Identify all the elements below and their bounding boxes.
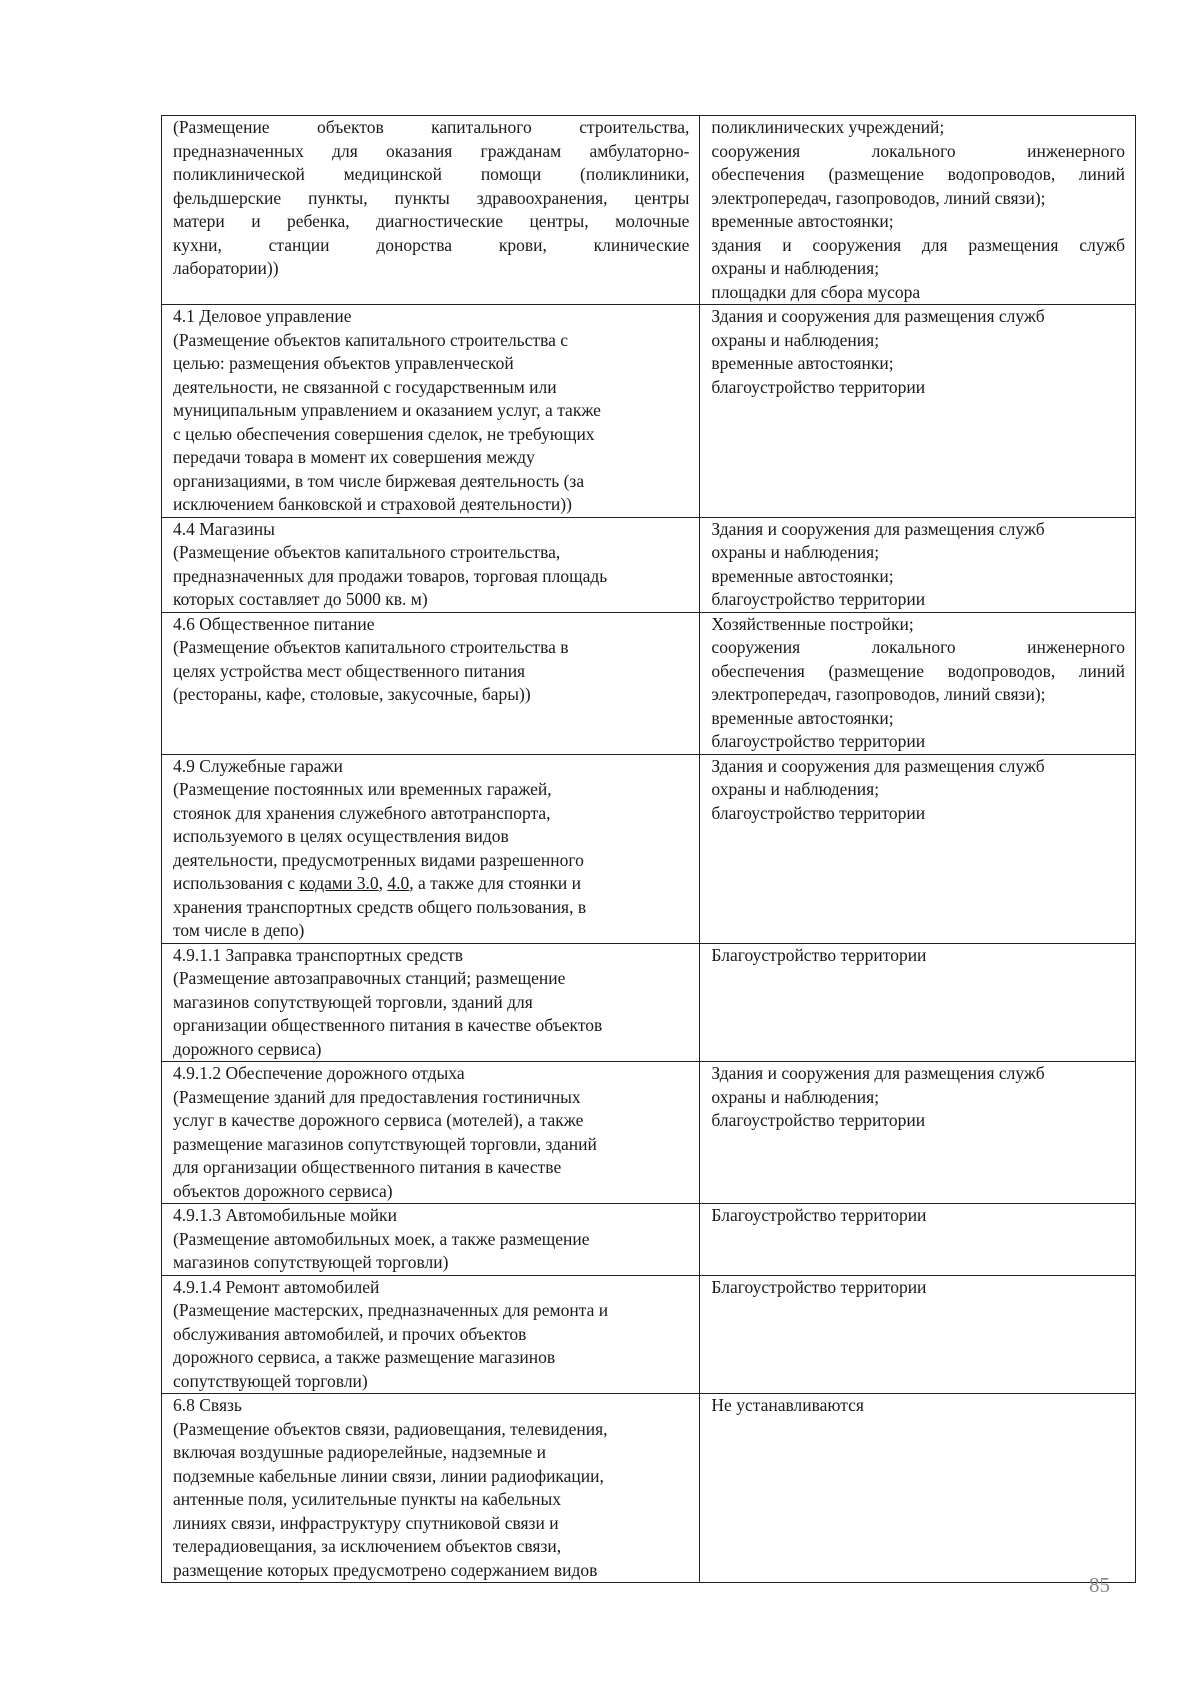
- text-line: организации общественного питания в качестве объектов: [173, 1015, 603, 1035]
- auxiliary-use-cell: [700, 116, 1136, 305]
- text-line: кухни, станции донорства крови, клинические: [173, 234, 690, 255]
- text-line: целью: размещения объектов управленческой: [173, 353, 514, 373]
- text-line: благоустройство территории: [711, 1110, 926, 1130]
- text-line: обслуживания автомобилей, и прочих объектов: [173, 1323, 527, 1344]
- text-line: (Размещение объектов капитального строительства с: [173, 329, 569, 350]
- text-line: магазинов сопутствующей торговли, зданий для: [173, 991, 533, 1012]
- text-line: благоустройство территории: [711, 589, 926, 609]
- text-line: охраны и наблюдения;: [711, 1086, 880, 1107]
- text-line: Здания и сооружения для размещения служб: [711, 755, 1045, 776]
- text-line: (Размещение объектов связи, радиовещания, телевидения,: [173, 1418, 608, 1439]
- text-line: дорожного сервиса, а также размещение магазинов: [173, 1347, 556, 1367]
- text-line: предназначенных для оказания гражданам амбулаторно-: [173, 140, 690, 161]
- text-line: охраны и наблюдения;: [711, 258, 880, 278]
- table-row: [162, 943, 1136, 1062]
- text-line: включая воздушные радиорелейные, надземные и: [173, 1442, 546, 1462]
- text-line: стоянок для хранения служебного автотранспорта,: [173, 802, 551, 823]
- land-use-description-cell: [162, 1062, 700, 1204]
- text-line: (Размещение зданий для предоставления гостиничных: [173, 1086, 581, 1107]
- table-row: [162, 305, 1136, 518]
- table-row: [162, 754, 1136, 943]
- text-line: Здания и сооружения для размещения служб: [711, 306, 1045, 326]
- text-line: целях устройства мест общественного питания: [173, 660, 526, 681]
- table-row: [162, 1062, 1136, 1204]
- text-line: 4.9.1.2 Обеспечение дорожного отдыха: [173, 1063, 465, 1083]
- text-line: охраны и наблюдения;: [711, 542, 880, 562]
- text-line: дорожного сервиса): [173, 1038, 322, 1059]
- text-line: временные автостоянки;: [711, 707, 894, 728]
- table-row: [162, 1394, 1136, 1583]
- text-line: поликлинической медицинской помощи (поликлиники,: [173, 164, 690, 184]
- text-line: деятельности, предусмотренных видами разрешенного: [173, 849, 584, 870]
- text-line: Хозяйственные постройки;: [711, 613, 914, 634]
- text-line: охраны и наблюдения;: [711, 779, 880, 799]
- text-line: временные автостоянки;: [711, 211, 894, 231]
- text-line: муниципальным управлением и оказанием услуг, а также: [173, 400, 601, 420]
- text-line: 4.9.1.3 Автомобильные мойки: [173, 1205, 397, 1225]
- text-line: линиях связи, инфраструктуру спутниковой связи и: [173, 1512, 559, 1533]
- text-line: подземные кабельные линии связи, линии радиофикации,: [173, 1465, 604, 1486]
- text-line: 4.4 Магазины: [173, 518, 275, 539]
- text-line: благоустройство территории: [711, 802, 926, 823]
- text-line: (Размещение автозаправочных станций; размещение: [173, 968, 566, 988]
- text-line: услуг в качестве дорожного сервиса (мотелей), а также: [173, 1110, 584, 1130]
- text-line: электропередач, газопроводов, линий связи);: [711, 684, 1046, 704]
- land-use-description-cell: [162, 1275, 700, 1394]
- auxiliary-use-cell: [700, 517, 1136, 612]
- text-line: предназначенных для продажи товаров, торговая площадь: [173, 565, 608, 586]
- auxiliary-use-cell: [700, 1394, 1136, 1583]
- text-line: 4.1 Деловое управление: [173, 306, 352, 326]
- code-link[interactable]: 4.0: [387, 873, 410, 893]
- text-line: благоустройство территории: [711, 376, 926, 397]
- land-use-description-cell: [162, 612, 700, 754]
- text-line: 4.9.1.1 Заправка транспортных средств: [173, 944, 464, 965]
- text-line: фельдшерские пункты, пункты здравоохранения, центры: [173, 187, 690, 208]
- page-number: 85: [1089, 1573, 1110, 1597]
- text-line: Здания и сооружения для размещения служб: [711, 1063, 1045, 1083]
- text-line: Благоустройство территории: [711, 1276, 927, 1297]
- text-line: электропередач, газопроводов, линий связи);: [711, 187, 1046, 208]
- text-line: 4.6 Общественное питание: [173, 613, 375, 634]
- table-row: [162, 1204, 1136, 1276]
- text-line: благоустройство территории: [711, 731, 926, 751]
- text-line: площадки для сбора мусора: [711, 281, 921, 302]
- text-line: размещение которых предусмотрено содержанием видов: [173, 1559, 598, 1580]
- text-line: исключением банковской и страховой деятельности)): [173, 494, 572, 514]
- text-line: телерадиовещания, за исключением объектов связи,: [173, 1536, 562, 1556]
- text-line: (Размещение объектов капитального строительства,: [173, 117, 690, 137]
- text-line: использования с кодами 3.0, 4.0, а также для стоянки и: [173, 873, 581, 893]
- text-line: Благоустройство территории: [711, 1205, 927, 1225]
- text-line: деятельности, не связанной с государственным или: [173, 376, 557, 397]
- text-line: Не устанавливаются: [711, 1395, 864, 1415]
- text-line: обеспечения (размещение водопроводов, линий: [711, 660, 1125, 681]
- text-line: том числе в депо): [173, 920, 305, 940]
- auxiliary-use-cell: [700, 943, 1136, 1062]
- text-line: временные автостоянки;: [711, 565, 894, 586]
- text-line: матери и ребенка, диагностические центры, молочные: [173, 211, 690, 231]
- text-line: здания и сооружения для размещения служб: [711, 234, 1125, 255]
- land-use-description-cell: [162, 943, 700, 1062]
- text-line: сооружения локального инженерного: [711, 637, 1125, 657]
- text-line: (рестораны, кафе, столовые, закусочные, бары)): [173, 684, 531, 704]
- text-line: используемого в целях осуществления видов: [173, 826, 509, 846]
- text-line: размещение магазинов сопутствующей торговли, зданий: [173, 1133, 597, 1154]
- table-body: [162, 116, 1136, 1583]
- text-line: обеспечения (размещение водопроводов, линий: [711, 164, 1125, 184]
- land-use-description-cell: [162, 517, 700, 612]
- auxiliary-use-cell: [700, 1275, 1136, 1394]
- text-line: (Размещение объектов капитального строительства,: [173, 542, 561, 562]
- text-line: хранения транспортных средств общего пользования, в: [173, 896, 587, 917]
- code-link[interactable]: кодами 3.0: [299, 873, 379, 893]
- text-line: для организации общественного питания в качестве: [173, 1157, 562, 1177]
- land-use-description-cell: [162, 754, 700, 943]
- table-row: [162, 612, 1136, 754]
- text-line: передачи товара в момент их совершения между: [173, 447, 535, 467]
- text-line: сооружения локального инженерного: [711, 140, 1125, 161]
- text-line: организациями, в том числе биржевая деятельность (за: [173, 470, 585, 491]
- text-line: 4.9 Служебные гаражи: [173, 755, 343, 776]
- text-line: временные автостоянки;: [711, 353, 894, 373]
- text-line: магазинов сопутствующей торговли): [173, 1252, 449, 1272]
- auxiliary-use-cell: [700, 754, 1136, 943]
- text-line: которых составляет до 5000 кв. м): [173, 589, 428, 609]
- auxiliary-use-cell: [700, 1204, 1136, 1276]
- land-use-description-cell: [162, 305, 700, 518]
- auxiliary-use-cell: [700, 1062, 1136, 1204]
- text-line: (Размещение мастерских, предназначенных для ремонта и: [173, 1300, 609, 1320]
- table-row: [162, 1275, 1136, 1394]
- land-use-table: [161, 115, 1136, 1583]
- text-line: (Размещение автомобильных моек, а также размещение: [173, 1228, 590, 1249]
- text-line: антенные поля, усилительные пункты на кабельных: [173, 1489, 562, 1509]
- text-line: (Размещение постоянных или временных гаражей,: [173, 779, 552, 799]
- text-line: лаборатории)): [173, 258, 279, 278]
- text-line: поликлинических учреждений;: [711, 117, 945, 137]
- table-row: [162, 517, 1136, 612]
- text-line: с целью обеспечения совершения сделок, не требующих: [173, 423, 595, 444]
- text-line: (Размещение объектов капитального строительства в: [173, 637, 569, 657]
- land-use-description-cell: [162, 1394, 700, 1583]
- auxiliary-use-cell: [700, 305, 1136, 518]
- text-line: Благоустройство территории: [711, 944, 927, 965]
- text-line: 6.8 Связь: [173, 1395, 242, 1415]
- text-line: Здания и сооружения для размещения служб: [711, 518, 1045, 539]
- land-use-description-cell: [162, 116, 700, 305]
- auxiliary-use-cell: [700, 612, 1136, 754]
- text-line: охраны и наблюдения;: [711, 329, 880, 350]
- text-line: 4.9.1.4 Ремонт автомобилей: [173, 1276, 380, 1297]
- text-line: сопутствующей торговли): [173, 1370, 368, 1391]
- land-use-description-cell: [162, 1204, 700, 1276]
- text-line: объектов дорожного сервиса): [173, 1180, 393, 1201]
- table-row: [162, 116, 1136, 305]
